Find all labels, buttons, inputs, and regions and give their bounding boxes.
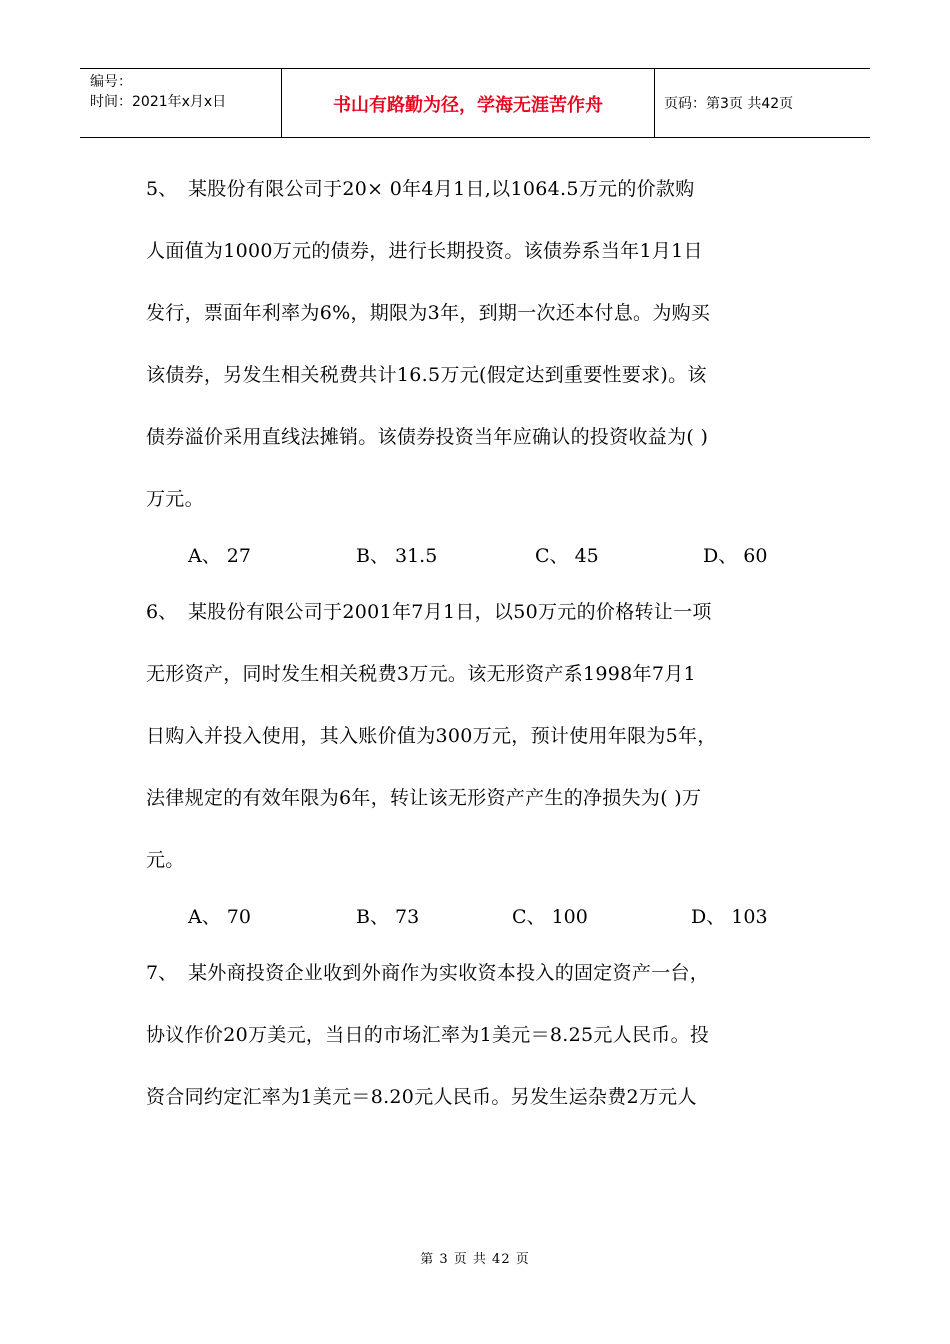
header-motto: 书山有路勤为径，学海无涯苦作舟 [333, 95, 603, 116]
question-5-line-1: 某股份有限公司于20× 0年4月1日,以1064.5万元的价款购 [188, 178, 695, 200]
question-5-option-b: B、 31.5 [356, 545, 438, 567]
question-6-option-d: D、 103 [691, 906, 768, 928]
question-6-option-b: B、 73 [356, 906, 420, 928]
question-5-line-4: 该债券，另发生相关税费共计16.5万元(假定达到重要性要求)。该 [146, 364, 707, 386]
question-5-line-3: 发行，票面年利率为6%，期限为3年，到期一次还本付息。为购买 [146, 302, 711, 324]
header-page-info: 页码：第3页 共42页 [664, 96, 794, 112]
question-5-line-2: 人面值为1000万元的债券，进行长期投资。该债券系当年1月1日 [146, 240, 703, 262]
question-6-line-4: 法律规定的有效年限为6年，转让该无形资产产生的净损失为( )万 [146, 787, 702, 809]
page-header [80, 68, 870, 138]
header-motto-cell [281, 69, 655, 137]
question-7-line-3: 资合同约定汇率为1美元＝8.20元人民币。另发生运杂费2万元人 [146, 1086, 697, 1108]
header-right-cell [654, 69, 870, 137]
question-5-number: 5、 [146, 178, 178, 200]
question-6-option-a: A、 70 [188, 906, 251, 928]
question-5-line-6: 万元。 [146, 488, 204, 510]
question-6-line-5: 元。 [146, 849, 185, 871]
question-6-option-c: C、 100 [512, 906, 588, 928]
document-number-label: 编号： [90, 74, 132, 90]
question-5-option-a: A、 27 [188, 545, 251, 567]
question-7-line-2: 协议作价20万美元，当日的市场汇率为1美元＝8.25元人民币。投 [146, 1024, 710, 1046]
header-left-cell [80, 69, 280, 137]
document-time-label: 时间：2021年x月x日 [90, 94, 227, 110]
page-footer: 第 3 页 共 42 页 [420, 1252, 530, 1267]
question-5-option-c: C、 45 [535, 545, 599, 567]
question-7-number: 7、 [146, 962, 178, 984]
question-6-line-3: 日购入并投入使用，其入账价值为300万元，预计使用年限为5年， [146, 725, 717, 747]
question-7-line-1: 某外商投资企业收到外商作为实收资本投入的固定资产一台， [188, 962, 710, 984]
question-6-number: 6、 [146, 601, 178, 623]
question-5-line-5: 债券溢价采用直线法摊销。该债券投资当年应确认的投资收益为( ) [146, 426, 709, 448]
question-6-line-1: 某股份有限公司于2001年7月1日，以50万元的价格转让一项 [188, 601, 712, 623]
question-5-option-d: D、 60 [703, 545, 768, 567]
question-6-line-2: 无形资产，同时发生相关税费3万元。该无形资产系1998年7月1 [146, 663, 696, 685]
